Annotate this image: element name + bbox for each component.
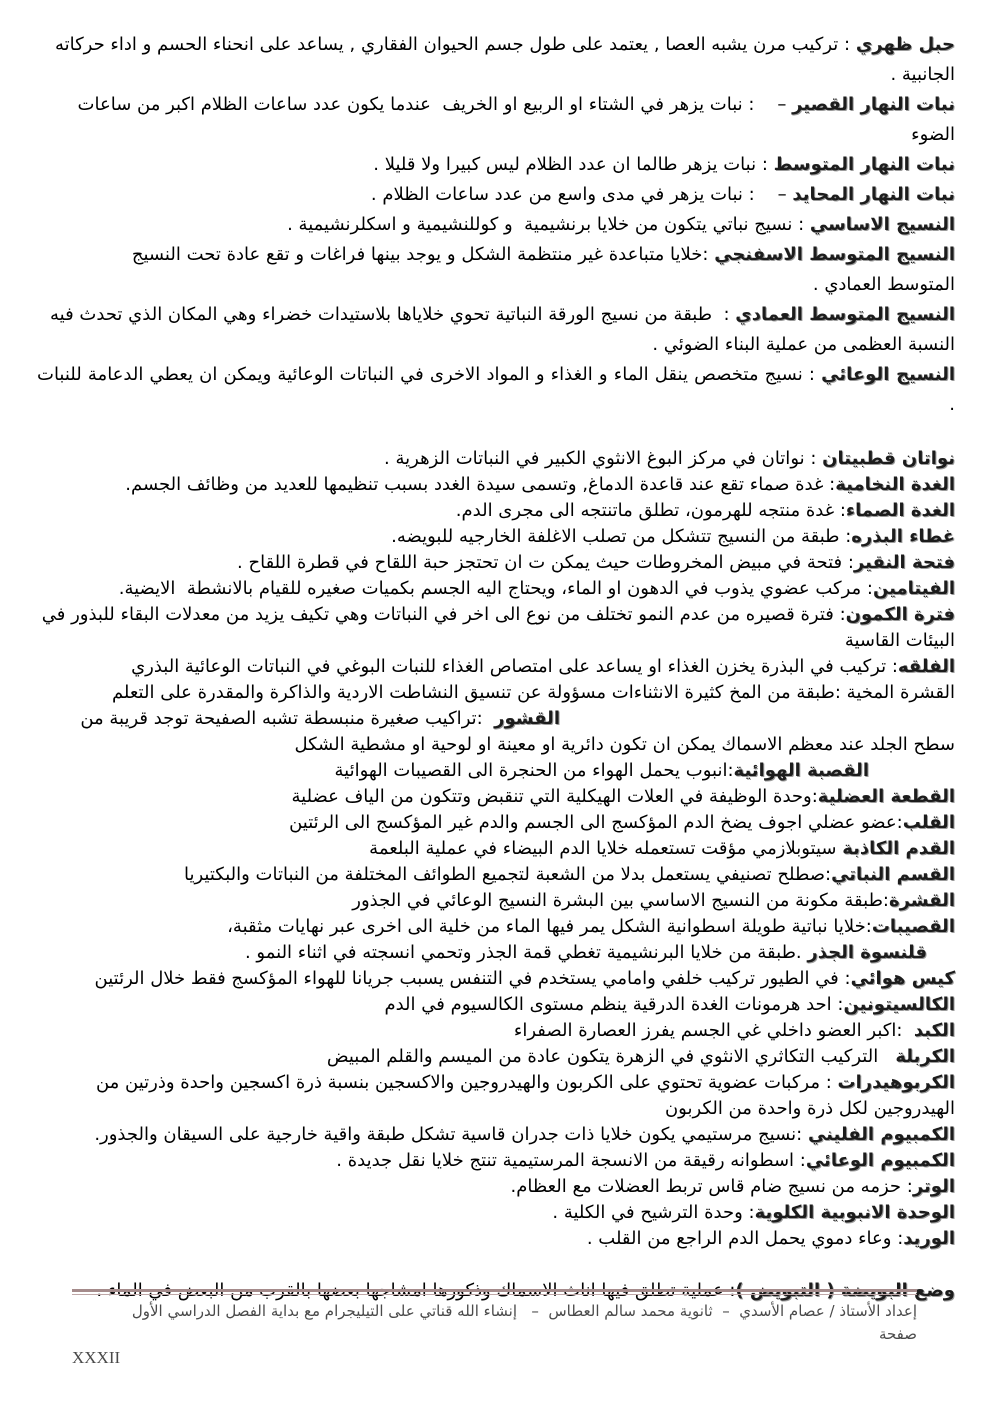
definition-line xyxy=(37,680,955,706)
definition-line xyxy=(37,628,955,654)
definition-line xyxy=(31,360,955,420)
definition-line xyxy=(37,90,955,120)
term-label: نبات النهار المتوسط xyxy=(773,154,955,175)
definition-line xyxy=(37,210,955,240)
definition-text: :طبقة مكونة من النسيج الاساسي بين البشرة النسيج الوعائي في الجذور xyxy=(352,890,889,911)
definition-text: : تركيب مرن يشبه العصا , يعتمد على طول جسم الحيوان الفقاري , يساعد على انحناء الحسم و اداء حركاته xyxy=(54,34,856,55)
definition-line xyxy=(37,810,955,836)
definition-text: : عملية تطلق فيها اناث الاسماك وذكورها امشاجها بعضها بالقرب من البعض في الماء . xyxy=(96,1280,736,1301)
definitions-list xyxy=(31,30,955,1304)
definition-line xyxy=(37,706,560,732)
term-label: فتحة النقير xyxy=(853,552,955,573)
definition-line xyxy=(37,758,869,784)
definition-line xyxy=(37,1148,955,1174)
definition-text: سيتوبلازمي مؤقت تستعمله خلايا الدم البيضاء في عملية البلعمة xyxy=(369,838,843,859)
definition-text: : غدة منتجه للهرمون، تطلق ماتنتجه الى مجرى الدم. xyxy=(455,500,846,521)
definition-text: : نسيج متخصص ينقل الماء و الغذاء و المواد الاخرى في النباتات الوعائية ويمكن ان يعطي الدعامة للنبات . xyxy=(31,364,955,415)
definition-text: : نسيج نباتي يتكون من خلايا برنشيمية و كوللنشيمية و اسكلرنشيمية . xyxy=(287,214,810,235)
blank-line xyxy=(37,420,955,446)
definition-text: البيئات القاسية xyxy=(844,630,955,651)
definition-line xyxy=(37,150,955,180)
definition-text: : وحدة الترشيح في الكلية . xyxy=(552,1202,755,1223)
term-label: الكمبيوم الوعائي xyxy=(805,1150,955,1171)
definition-text: : فترة قصيره من عدم النمو تختلف من نوع الى اخر في النباتات وهي تكيف يزيد من معدلات البقاء للبذور في xyxy=(41,604,846,625)
definition-line xyxy=(37,330,955,360)
definition-line xyxy=(37,602,955,628)
term-label: نبات النهار القصير xyxy=(792,94,955,115)
definition-line xyxy=(37,654,955,680)
definition-line xyxy=(37,1070,955,1096)
definition-line xyxy=(37,914,955,940)
term-label: النسيج الوعائي xyxy=(821,364,955,385)
term-label: الكربوهيدرات xyxy=(837,1072,955,1093)
term-label: حبل ظهري xyxy=(855,34,955,55)
definition-line xyxy=(37,784,955,810)
footer xyxy=(72,1289,917,1370)
definition-line xyxy=(37,888,955,914)
definition-line xyxy=(37,940,927,966)
definition-line xyxy=(37,1174,955,1200)
term-label: الكربلة xyxy=(895,1046,955,1067)
definition-text: التركيب التكاثري الانثوي في الزهرة يتكون عادة من الميسم والقلم المبيض xyxy=(326,1046,896,1067)
term-label: الغدة النخامية xyxy=(835,474,955,495)
term-label: النسيج الاساسي xyxy=(809,214,955,235)
definition-text: الضوء xyxy=(911,124,955,145)
definition-line xyxy=(37,732,955,758)
definition-line xyxy=(37,1200,955,1226)
definition-text: الجانبية . xyxy=(890,64,955,85)
term-label: النسيج المتوسط الاسفنجي xyxy=(714,244,955,265)
term-label: فترة الكمون xyxy=(845,604,955,625)
term-label: الكبد xyxy=(913,1020,955,1041)
term-label: القصبة الهوائية xyxy=(733,760,869,781)
definition-line xyxy=(37,1122,955,1148)
term-label: غطاء البذره xyxy=(851,526,955,547)
definition-line xyxy=(37,30,955,60)
definition-line xyxy=(37,270,955,300)
term-label: القصيبات xyxy=(871,916,955,937)
term-label: الغدة الصماء xyxy=(845,500,955,521)
definition-line xyxy=(37,446,955,472)
term-label: القطعة العضلية xyxy=(817,786,955,807)
term-label: القشور xyxy=(494,708,560,729)
definition-line xyxy=(37,240,955,270)
term-label: القشرة xyxy=(888,890,955,911)
definition-line xyxy=(37,966,955,992)
definition-line xyxy=(37,836,955,862)
definition-line xyxy=(37,498,955,524)
term-label: النسيج المتوسط العمادي xyxy=(735,304,955,325)
definition-text: : فتحة في مبيض المخروطات حيث يمكن ت ان تحتجز حبة اللقاح في قطرة اللقاح . xyxy=(237,552,854,573)
term-label: كيس هوائي xyxy=(850,968,955,989)
term-label: الكالسيتونين xyxy=(843,994,955,1015)
term-label: القدم الكاذبة xyxy=(842,838,955,859)
definition-text: : في الطيور تركيب خلفي وامامي يستخدم في التنفس يسبب جريانا للهواء المؤكسج فقط خلال الرئتين xyxy=(94,968,851,989)
definition-text: : حزمه من نسيج ضام قاس تربط العضلات مع العظام. xyxy=(510,1176,913,1197)
term-label: وضع البويضة ( التبويض ) xyxy=(735,1280,955,1301)
definition-text: – : نبات يزهر في مدى واسع من عدد ساعات الظلام . xyxy=(370,184,793,205)
definition-line xyxy=(37,180,955,210)
definition-text: : غدة صماء تقع عند قاعدة الدماغ, وتسمى سيدة الغدد بسبب تنظيمها للعديد من وظائف الجسم. xyxy=(125,474,836,495)
definition-line xyxy=(37,992,955,1018)
definition-line xyxy=(37,300,955,330)
term-label: الوحدة الانبوبية الكلوية xyxy=(754,1202,955,1223)
definition-line xyxy=(37,862,955,888)
definition-text: :تراكيب صغيرة منبسطة تشبه الصفيحة توجد قريبة من xyxy=(80,708,495,729)
definition-text: :صطلح تصنيفي يستعمل بدلا من الشعبة لتجميع الطوائف المختلفة من النباتات والبكتيريا xyxy=(183,864,832,885)
definition-line xyxy=(37,550,955,576)
definition-line xyxy=(37,120,955,150)
term-label: الفيتامين xyxy=(872,578,955,599)
term-label: نواتان قطبيتان xyxy=(822,448,955,469)
term-label: الفلقه xyxy=(897,656,955,677)
term-label: نبات النهار المحايد xyxy=(792,184,955,205)
definition-text: : طبقة من النسيج تتشكل من تصلب الاغلفة الخارجيه للبويضه. xyxy=(391,526,852,547)
definition-line xyxy=(37,1044,955,1070)
blank-line xyxy=(37,1252,955,1278)
definition-line xyxy=(37,1018,955,1044)
definition-text: :وحدة الوظيفة في العلات الهيكلية التي تنقبض وتتكون من الياف عضلية xyxy=(291,786,818,807)
definition-line xyxy=(37,1096,955,1122)
term-label: القلب xyxy=(902,812,955,833)
definition-text: :خلايا متباعدة غير منتظمة الشكل و يوجد بينها فراغات و تقع عادة تحت النسيج xyxy=(131,244,715,265)
definition-text: : نبات يزهر طالما ان عدد الظلام ليس كبيرا ولا قليلا . xyxy=(373,154,774,175)
definition-line xyxy=(37,60,955,90)
definition-text: : طبقة من نسيج الورقة النباتية تحوي خلاياها بلاستيدات خضراء وهي المكان الذي تحدث فيه xyxy=(50,304,736,325)
definition-text: : احد هرمونات الغدة الدرقية ينظم مستوى الكالسيوم في الدم xyxy=(384,994,844,1015)
definition-line xyxy=(37,1226,955,1252)
term-label: الوريد xyxy=(903,1228,955,1249)
term-label: قلنسوة الجذر xyxy=(807,942,927,963)
definition-line xyxy=(37,524,955,550)
definition-line xyxy=(37,472,955,498)
footer-separator xyxy=(72,1289,917,1295)
definition-text: القشرة المخية :طبقة من المخ كثيرة الانثناءات مسؤولة عن تنسيق النشاطت الاردية والذاكرة والمقدرة على التعلم xyxy=(111,682,955,703)
definition-line xyxy=(37,576,955,602)
definition-text: .طبقة من خلايا البرنشيمية تغطي قمة الجذر وتحمي انسجته في اثناء النمو . xyxy=(244,942,808,963)
term-label: الوتر xyxy=(912,1176,955,1197)
definition-text: المتوسط العمادي . xyxy=(812,274,955,295)
definition-text: النسبة العظمى من عملية البناء الضوئي . xyxy=(652,334,955,355)
definition-text: : نواتان في مركز البوغ الانثوي الكبير في النباتات الزهرية . xyxy=(384,448,823,469)
definition-text: : وعاء دموي يحمل الدم الراجع من القلب . xyxy=(586,1228,904,1249)
term-label: الكمبيوم الفليني xyxy=(807,1124,955,1145)
definition-text: :نسيج مرستيمي يكون خلايا ذات جدران قاسية تشكل طبقة واقية خارجية على السيقان والجذور. xyxy=(94,1124,808,1145)
definition-text: : تركيب في البذرة يخزن الغذاء او يساعد على امتصاص الغذاء للنبات البوغي في النباتات الوعائية البذري xyxy=(131,656,898,677)
definition-text: – : نبات يزهر في الشتاء او الربيع او الخريف عندما يكون عدد ساعات الظلام اكبر من ساعات xyxy=(77,94,793,115)
definition-text: سطح الجلد عند معظم الاسماك يمكن ان تكون دائرية او معينة او لوحية او مشطية الشكل xyxy=(294,734,955,755)
term-label: القسم النباتي xyxy=(831,864,955,885)
footer-credit: إعداد الأستاذ / عصام الأسدي – ثانوية محمد سالم العطاس – إنشاء الله قناتي على التيليجرام مع بداية الفصل الدراسي الأول صفحة xyxy=(108,1302,917,1343)
definition-text: :خلايا نباتية طويلة اسطوانية الشكل يمر فيها الماء من خلية الى اخرى عبر نهايات مثقبة، xyxy=(227,916,872,937)
definition-text: : مركب عضوي يذوب في الدهون او الماء، ويحتاج اليه الجسم بكميات صغيره للقيام بالانشطة الايضية. xyxy=(118,578,873,599)
definition-text: :اكبر العضو داخلي غي الجسم يفرز العصارة الصفراء xyxy=(513,1020,914,1041)
definition-text: : اسطوانه رقيقة من الانسجة المرستيمية تنتج خلايا نقل جديدة . xyxy=(336,1150,806,1171)
definition-text: :عضو عضلي اجوف يضخ الدم المؤكسج الى الجسم والدم غير المؤكسج الى الرئتين xyxy=(289,812,903,833)
definition-text: : مركبات عضوية تحتوي على الكربون والهيدروجين والاكسجين بنسبة ذرة اكسجين واحدة وذرتين من xyxy=(95,1072,838,1093)
page-number: XXXII xyxy=(72,1348,121,1367)
definition-text: :انبوب يحمل الهواء من الحنجرة الى القصيبات الهوائية xyxy=(334,760,734,781)
definition-text: الهيدروجين لكل ذرة واحدة من الكربون xyxy=(664,1098,955,1119)
